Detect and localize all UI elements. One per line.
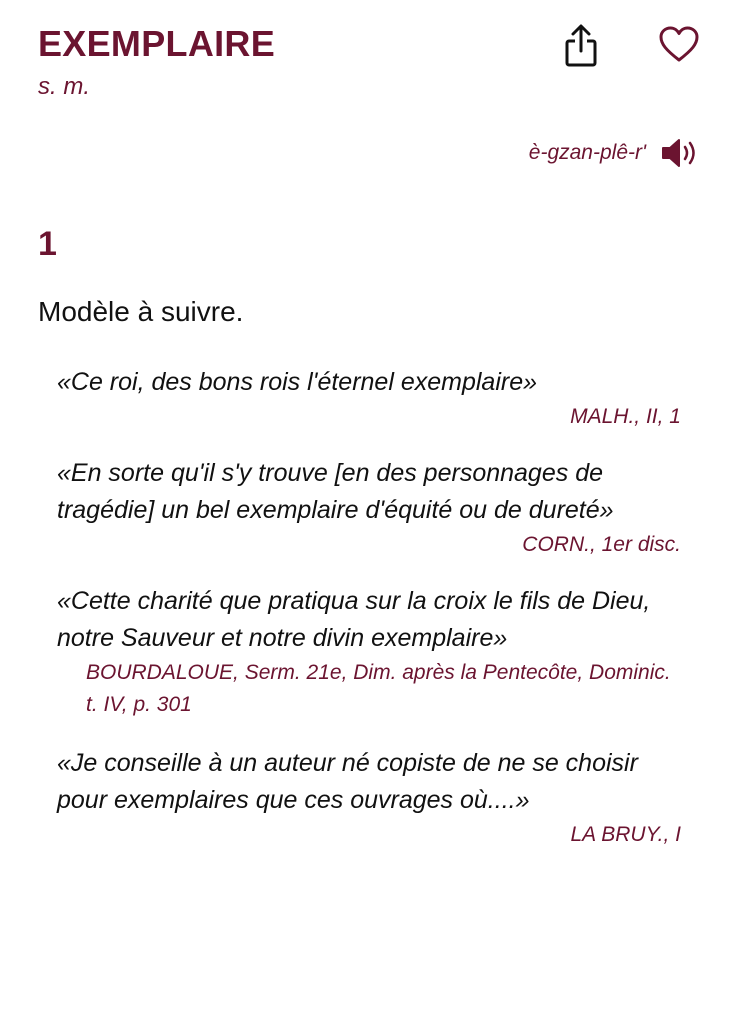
quotation [57, 455, 685, 561]
play-audio-button[interactable] [660, 136, 700, 170]
share-icon [561, 23, 601, 69]
quote-source: CORN., 1er disc. [522, 533, 681, 556]
quote-text: «Je conseille à un auteur né copiste de ne se choisir pour exemplaires que ces ouvrages où....» [57, 749, 638, 814]
favorite-button[interactable] [655, 20, 703, 68]
quote-text: «Ce roi, des bons rois l'éternel exemplaire» [57, 368, 538, 396]
heart-icon [658, 25, 700, 63]
pronunciation-row [529, 136, 700, 170]
quotation [57, 364, 685, 433]
share-button[interactable] [557, 22, 605, 70]
quote-source: MALH., II, 1 [570, 405, 681, 428]
quotations-list [57, 364, 685, 851]
part-of-speech: s. m. [38, 73, 90, 100]
sense-number: 1 [38, 225, 57, 263]
quote-text: «En sorte qu'il s'y trouve [en des personnages de tragédie] un bel exemplaire d'équité ou de dureté» [57, 459, 614, 524]
sense-definition: Modèle à suivre. [38, 296, 244, 327]
speaker-icon [660, 137, 700, 169]
quote-source: LA BRUY., I [570, 823, 681, 846]
pronunciation: è-gzan-plê-r' [528, 141, 646, 164]
quote-source: BOURDALOUE, Serm. 21e, Dim. après la Pentecôte, Dominic. t. IV, p. 301 [86, 661, 671, 716]
headword: EXEMPLAIRE [38, 23, 276, 64]
quote-text: «Cette charité que pratiqua sur la croix le fils de Dieu, notre Sauveur et notre divin exemplaire» [57, 587, 651, 652]
quotation [57, 583, 685, 721]
quotation [57, 745, 685, 851]
